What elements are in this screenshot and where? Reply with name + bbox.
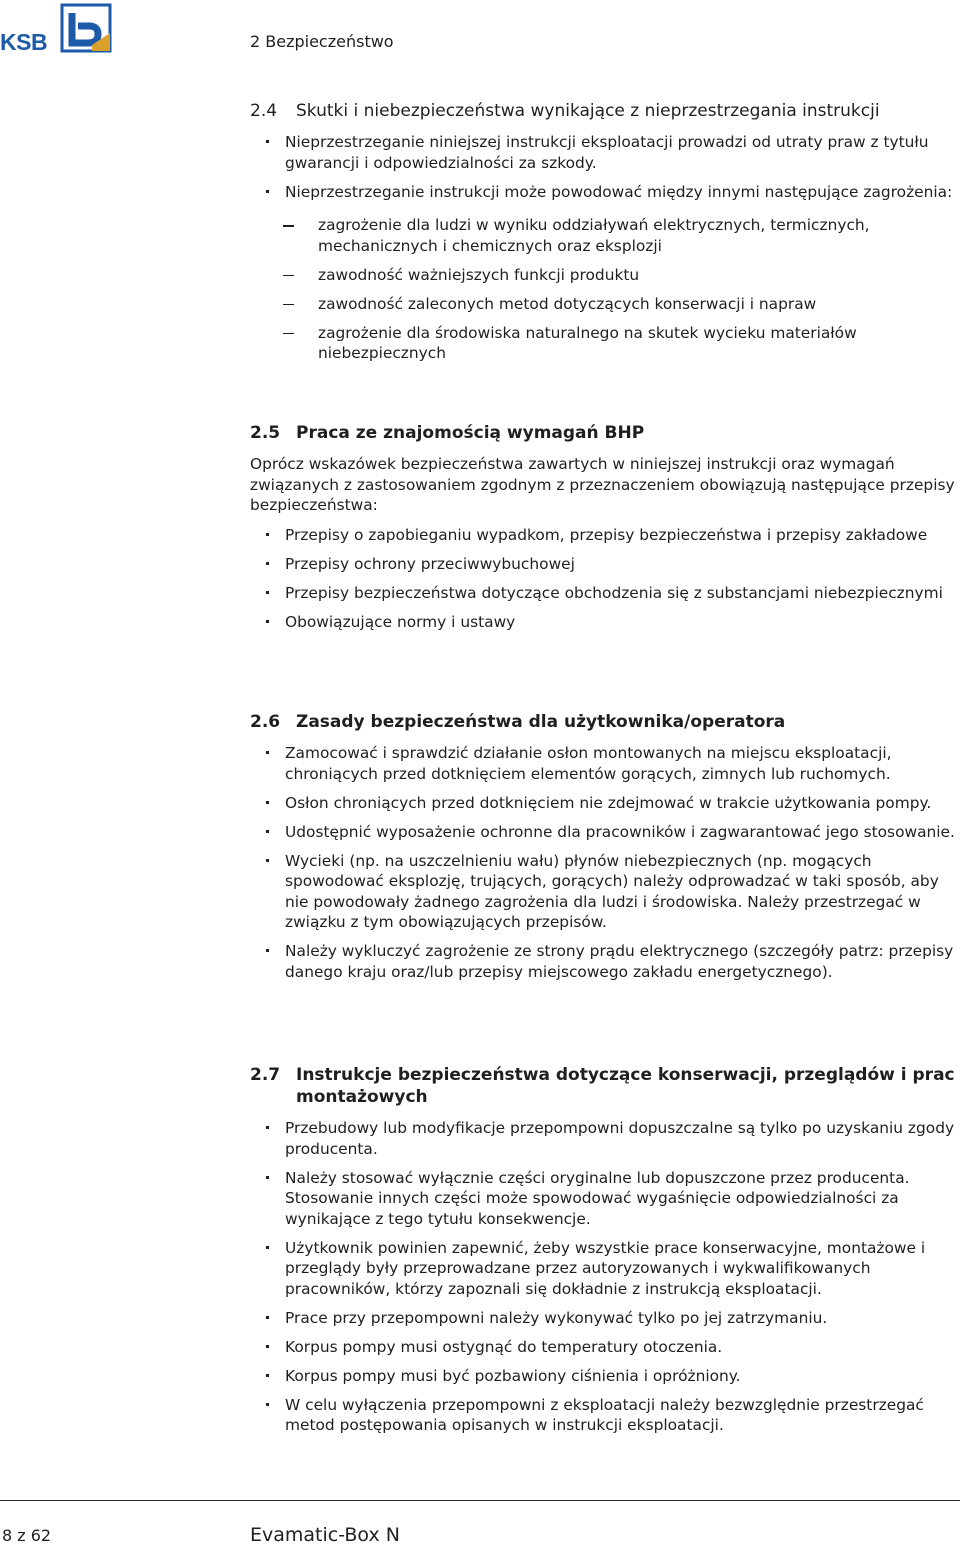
section-number: 2.4 [250, 101, 278, 121]
bullet-list [250, 132, 955, 364]
section-heading [250, 100, 955, 122]
section-heading [250, 1064, 955, 1108]
list-item: Wycieki (np. na uszczelnieniu wału) płynów niebezpiecznych (np. mogących spowodować eksplozję, trujących, gorących) należy odprowadzać w taki sposób, aby nie powodowały żadnego zagrożenia dla ludzi i środowiska. Należy przestrzegać w związku z tym obowiązujących przepisów. [250, 851, 955, 933]
footer-divider [0, 1500, 960, 1501]
list-item: Obowiązujące normy i ustawy [250, 612, 955, 633]
bullet-list [250, 1118, 955, 1436]
section-title: Praca ze znajomością wymagań BHP [296, 423, 645, 443]
section-number: 2.6 [250, 712, 281, 732]
section-2-5 [250, 422, 955, 641]
bullet-list [250, 743, 955, 982]
ksb-logo [0, 3, 114, 53]
list-item: Przepisy o zapobieganiu wypadkom, przepisy bezpieczeństwa i przepisy zakładowe [250, 525, 955, 546]
list-item: Korpus pompy musi ostygnąć do temperatury otoczenia. [250, 1337, 955, 1358]
section-intro: Oprócz wskazówek bezpieczeństwa zawartych w niniejszej instrukcji oraz wymagań związanych z zastosowaniem zgodnym z przeznaczeniem obowiązują następujące przepisy bezpieczeństwa: [250, 455, 955, 514]
section-number: 2.7 [250, 1065, 281, 1085]
list-item: Przepisy ochrony przeciwwybuchowej [250, 554, 955, 575]
running-head: 2 Bezpieczeństwo [250, 32, 394, 51]
list-item: Użytkownik powinien zapewnić, żeby wszystkie prace konserwacyjne, montażowe i przeglądy były przeprowadzane przez autoryzowanych i wykwalifikowanych pracowników, którzy zapoznali się dokładnie z instrukcją eksploatacji. [250, 1238, 955, 1300]
section-heading [250, 422, 955, 444]
section-heading [250, 711, 955, 733]
bullet-list [250, 525, 955, 633]
list-item [250, 182, 955, 364]
section-2-4 [250, 100, 955, 372]
section-2-6 [250, 711, 955, 991]
section-title: Instrukcje bezpieczeństwa dotyczące konserwacji, przeglądów i prac montażowych [296, 1065, 955, 1107]
logo-text: KSB [0, 29, 48, 55]
section-title: Zasady bezpieczeństwa dla użytkownika/operatora [296, 712, 786, 732]
dash-item: zawodność ważniejszych funkcji produktu [283, 265, 955, 286]
list-item: W celu wyłączenia przepompowni z eksploatacji należy bezwzględnie przestrzegać metod postępowania opisanych w instrukcji eksploatacji. [250, 1395, 955, 1436]
list-item: Należy stosować wyłącznie części oryginalne lub dopuszczone przez producenta. Stosowanie innych części może spowodować wygaśnięcie odpowiedzialności za wynikające z tego tytułu konsekwencje. [250, 1168, 955, 1230]
list-item: Nieprzestrzeganie niniejszej instrukcji eksploatacji prowadzi od utraty praw z tytułu gwarancji i odpowiedzialności za szkody. [250, 132, 955, 173]
list-item: Korpus pompy musi być pozbawiony ciśnienia i opróżniony. [250, 1366, 955, 1387]
list-item: Prace przy przepompowni należy wykonywać tylko po jej zatrzymaniu. [250, 1308, 955, 1329]
section-number: 2.5 [250, 423, 281, 443]
page-number: 8 z 62 [2, 1526, 52, 1545]
list-item: Osłon chroniących przed dotknięciem nie zdejmować w trakcie użytkowania pompy. [250, 793, 955, 814]
dash-item: zawodność zaleconych metod dotyczących konserwacji i napraw [283, 294, 955, 315]
list-item: Przebudowy lub modyfikacje przepompowni dopuszczalne są tylko po uzyskaniu zgody producenta. [250, 1118, 955, 1159]
section-title: Skutki i niebezpieczeństwa wynikające z nieprzestrzegania instrukcji [296, 101, 880, 121]
dash-item: zagrożenie dla ludzi w wyniku oddziaływań elektrycznych, termicznych, mechanicznych i chemicznych oraz eksplozji [283, 215, 955, 256]
product-name: Evamatic-Box N [250, 1524, 400, 1546]
list-item: Zamocować i sprawdzić działanie osłon montowanych na miejscu eksploatacji, chroniących przed dotknięciem elementów gorących, zimnych lub ruchomych. [250, 743, 955, 784]
list-item-text: Nieprzestrzeganie instrukcji może powodować między innymi następujące zagrożenia: [285, 182, 953, 201]
list-item: Przepisy bezpieczeństwa dotyczące obchodzenia się z substancjami niebezpiecznymi [250, 583, 955, 604]
list-item: Należy wykluczyć zagrożenie ze strony prądu elektrycznego (szczegóły patrz: przepisy danego kraju oraz/lub przepisy miejscowego zakładu energetycznego). [250, 941, 955, 982]
section-2-7 [250, 1064, 955, 1444]
dash-list [283, 215, 955, 364]
list-item: Udostępnić wyposażenie ochronne dla pracowników i zagwarantować jego stosowanie. [250, 822, 955, 843]
dash-item: zagrożenie dla środowiska naturalnego na skutek wycieku materiałów niebezpiecznych [283, 323, 955, 364]
ksb-logo-mark [58, 3, 114, 53]
